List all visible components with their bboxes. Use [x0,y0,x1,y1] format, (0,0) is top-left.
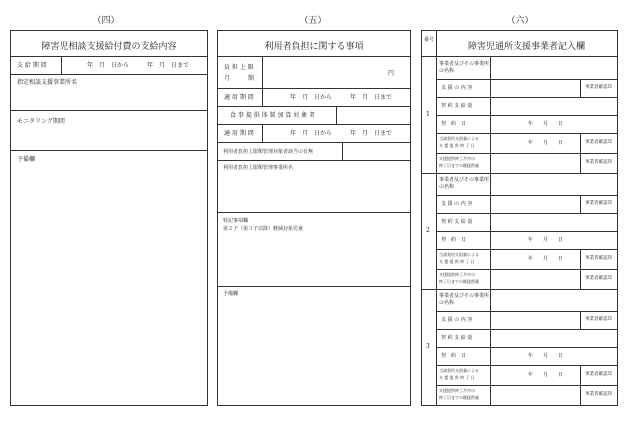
content-label: 支 援 の 内 容 [441,85,473,91]
end-label: 終了日までの既提供量 [439,163,479,168]
confirm-seal-label: 事業者確認印 [585,317,612,322]
date-value: 年 月 日 [528,121,564,127]
panel-provider [421,30,618,406]
memo-label: 予備欄 [223,291,239,297]
confirm-seal-label: 事業者確認印 [585,201,612,206]
panel-title: 障害児通所支援事業者記入欄 [467,42,585,52]
panel-benefit [10,30,208,406]
panel-title: 障害児相談支援給付費の支給内容 [41,42,177,52]
confirm-seal-label: 事業者確認印 [585,372,612,377]
panel-user-burden [217,30,411,406]
content-label: 支 援 の 内 容 [441,201,473,207]
remaining-label: 支 援 提 供 終 了 日 [439,259,475,264]
office-label: 事業者及びその事業所の名称 [439,293,490,306]
end-label: 終了日までの既提供量 [439,395,479,400]
period-label: 支 給 期 間 [17,62,47,69]
contract_date-label: 契 約 日 [441,353,467,359]
remaining-label: 当該契約支給量による [439,368,479,373]
confirm-seal-label: 事業者確認印 [585,276,612,281]
applied-value: 年 月 日から 年 月 日まで [290,94,393,101]
end-label: 支援提供終了月中の [439,272,475,277]
end-label: 支援提供終了月中の [439,156,475,161]
panel-title: 利用者負担に関する事項 [264,42,364,52]
notes-value: 第２子（第３子以降）軽減対象児童 [223,226,304,232]
remaining-label: 支 援 提 供 終 了 日 [439,143,475,148]
applied-label: 適 用 期 間 [224,94,254,101]
cap-label: 負 担 上 限 [224,64,254,71]
date-value: 年 月 日 [528,140,564,146]
end-label: 終了日までの既提供量 [439,279,479,284]
cap-label-2: 月 額 [224,75,255,82]
amount-label: 契 約 支 給 量 [441,103,473,109]
remaining-label: 当該契約支給量による [439,252,479,257]
office-label: 事業者及びその事業所の名称 [439,61,490,74]
section-label-6: （六） [506,16,534,26]
applied-value-2: 年 月 日から 年 月 日まで [290,130,393,137]
amount-label: 契 約 支 給 量 [441,335,473,341]
mgmt-eligible-label: 利用者負担上限額管理対象者該当の有無 [223,149,314,155]
confirm-seal-label: 事業者確認印 [585,140,612,145]
date-value: 年 月 日 [528,353,564,359]
remaining-label: 支 援 提 供 終 了 日 [439,375,475,380]
confirm-seal-label: 事業者確認印 [585,85,612,90]
section-label-4: （四） [92,16,120,26]
office-label: 指定相談支援事業所名 [17,79,78,86]
contract_date-label: 契 約 日 [441,121,467,127]
memo-label: 予備欄 [17,156,36,163]
date-value: 年 月 日 [528,237,564,243]
office-label: 事業者及びその事業所の名称 [439,177,490,190]
content-label: 支 援 の 内 容 [441,317,473,323]
meal-label: 食 事 提 供 体 制 加 算 対 象 者 [230,112,316,119]
monitoring-label: モニタリング期間 [17,118,65,125]
date-value: 年 月 日 [528,256,564,262]
period-value: 年 月 日から 年 月 日まで [87,62,190,69]
contract_date-label: 契 約 日 [441,237,467,243]
mgmt-office-label: 利用者負担上限額管理事業所名 [223,165,294,171]
notes-label: 特記事項欄 [223,218,249,224]
row-number: 3 [426,343,430,350]
number-header: 番号 [424,37,435,43]
applied-label-2: 適 用 期 間 [224,130,254,137]
end-label: 支援提供終了月中の [439,388,475,393]
remaining-label: 当該契約支給量による [439,136,479,141]
row-number: 1 [426,111,430,118]
row-number: 2 [426,227,430,234]
confirm-seal-label: 事業者確認印 [585,160,612,165]
date-value: 年 月 日 [528,372,564,378]
confirm-seal-label: 事業者確認印 [585,392,612,397]
section-label-5: （五） [299,16,327,26]
cap-unit: 円 [388,70,395,77]
amount-label: 契 約 支 給 量 [441,219,473,225]
confirm-seal-label: 事業者確認印 [585,256,612,261]
